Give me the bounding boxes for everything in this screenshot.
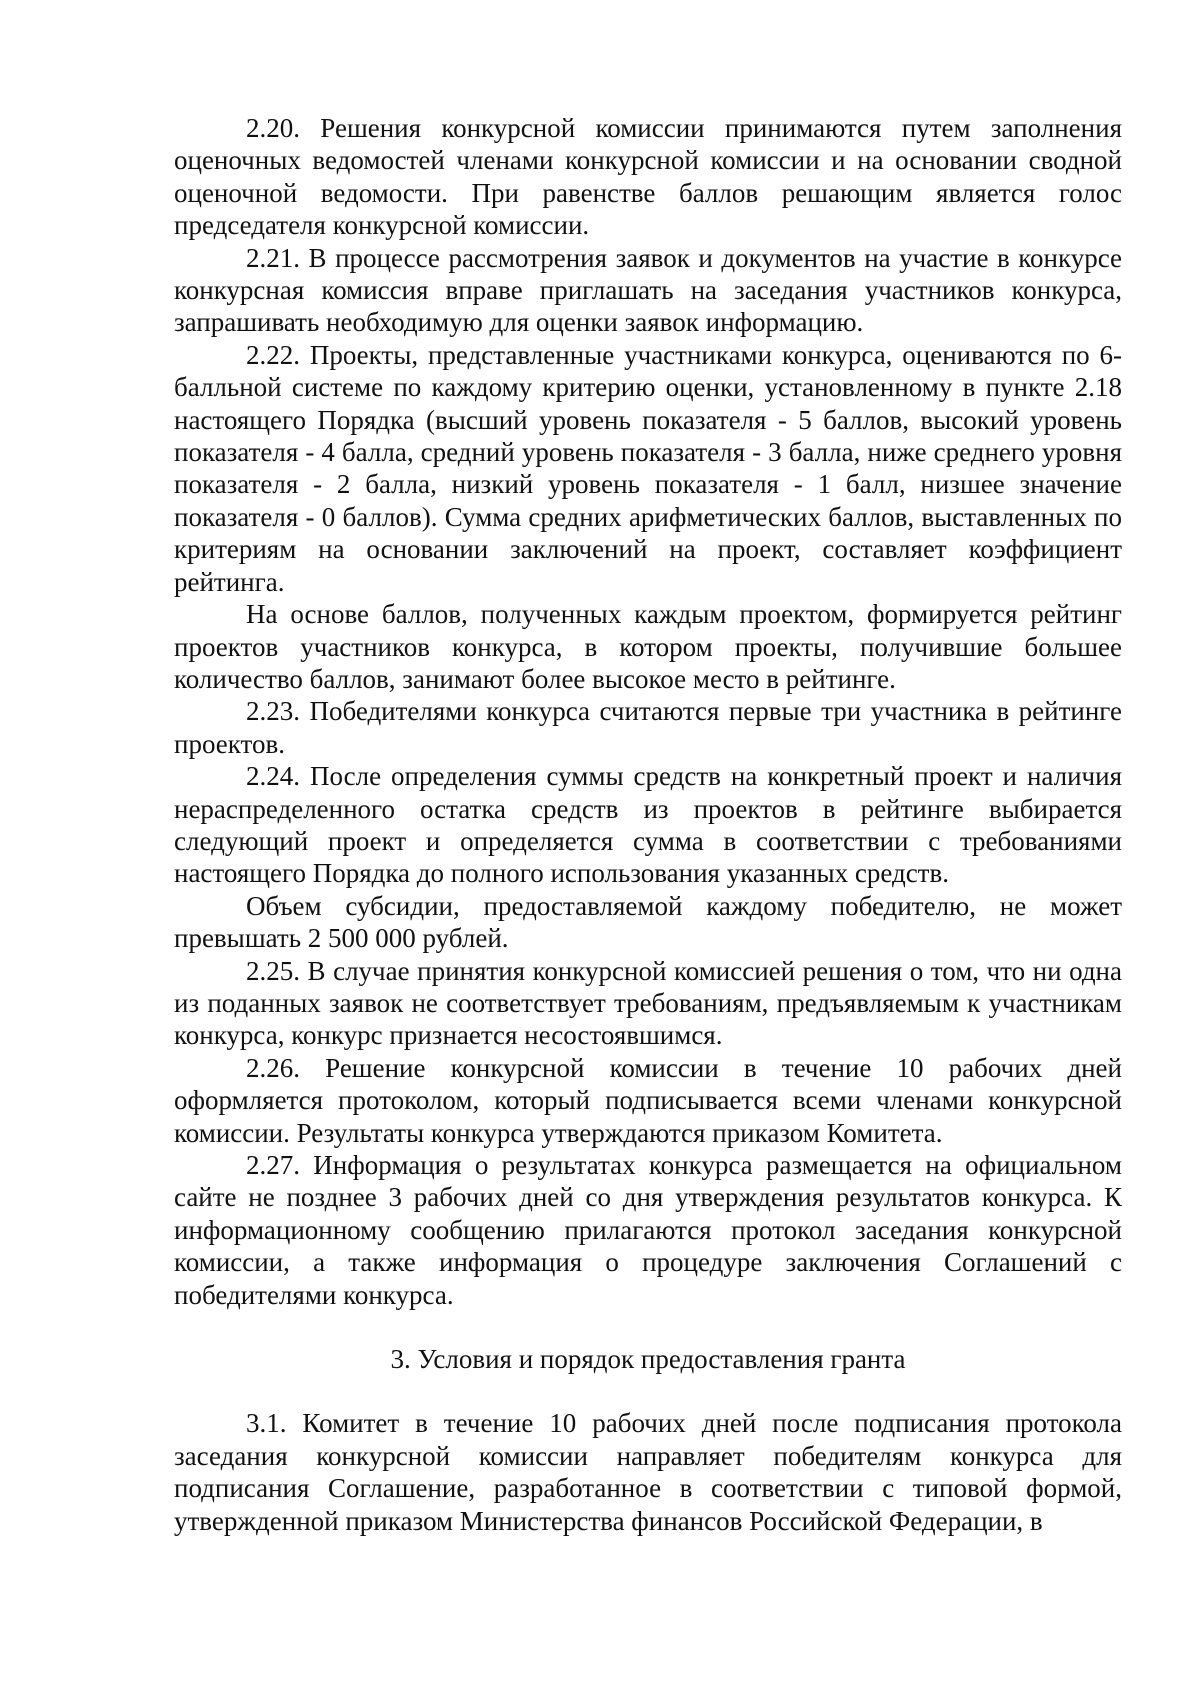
- paragraph-2-21: 2.21. В процессе рассмотрения заявок и документов на участие в конкурсе конкурсная комиссия вправе приглашать на заседания участников конкурса, запрашивать необходимую для оценки заявок информацию.: [174, 242, 1122, 338]
- paragraph-2-20: 2.20. Решения конкурсной комиссии принимаются путем заполнения оценочных ведомостей членами конкурсной комиссии и на основании сводной оценочной ведомости. При равенстве баллов решающим является голос председателя конкурсной комиссии.: [174, 113, 1122, 241]
- paragraph-2-24-subsidy: Объем субсидии, предоставляемой каждому победителю, не может превышать 2 500 000 рублей.: [174, 890, 1122, 954]
- paragraph-2-22-rating: На основе баллов, полученных каждым проектом, формируется рейтинг проектов участников конкурса, в котором проекты, получившие большее количество баллов, занимают более высокое место в рейтинге.: [174, 599, 1122, 694]
- section-heading: 3. Условия и порядок предоставления гранта: [390, 1344, 906, 1375]
- paragraph-2-25: 2.25. В случае принятия конкурсной комиссией решения о том, что ни одна из поданных заявок не соответствует требованиям, предъявляемым к участникам конкурса, конкурс признается несостоявшимся.: [174, 955, 1122, 1051]
- paragraph-2-22: 2.22. Проекты, представленные участниками конкурса, оцениваются по 6-балльной системе по каждому критерию оценки, установленному в пункте 2.18 настоящего Порядка (высший уровень показателя - 5 баллов, высокий уровень показателя - 4 балла, средний уровень показателя - 3 балла, ниже среднего уровня показателя - 2 балла, низкий уровень показателя - 1 балл, низшее значение показателя - 0 баллов). Сумма средних арифметических баллов, выставленных по критериям на основании заключений на проект, составляет коэффициент рейтинга.: [174, 339, 1122, 597]
- paragraph-2-26: 2.26. Решение конкурсной комиссии в течение 10 рабочих дней оформляется протоколом, который подписывается всеми членами конкурсной комиссии. Результаты конкурса утверждаются приказом Комитета.: [174, 1052, 1122, 1148]
- paragraph-2-27: 2.27. Информация о результатах конкурса размещается на официальном сайте не позднее 3 рабочих дней со дня утверждения результатов конкурса. К информационному сообщению прилагаются протокол заседания конкурсной комиссии, а также информация о процедуре заключения Соглашений с победителями конкурса.: [174, 1150, 1122, 1310]
- paragraph-3-1: 3.1. Комитет в течение 10 рабочих дней после подписания протокола заседания конкурсной комиссии направляет победителям конкурса для подписания Соглашение, разработанное в соответствии с типовой формой, утвержденной приказом Министерства финансов Российской Федерации, в: [174, 1408, 1122, 1536]
- paragraph-2-23: 2.23. Победителями конкурса считаются первые три участника в рейтинге проектов.: [174, 696, 1122, 759]
- paragraph-2-24: 2.24. После определения суммы средств на конкретный проект и наличия нераспределенного остатка средств из проектов в рейтинге выбирается следующий проект и определяется сумма в соответствии с требованиями настоящего Порядка до полного использования указанных средств.: [174, 761, 1122, 889]
- document-body: [174, 112, 1122, 1537]
